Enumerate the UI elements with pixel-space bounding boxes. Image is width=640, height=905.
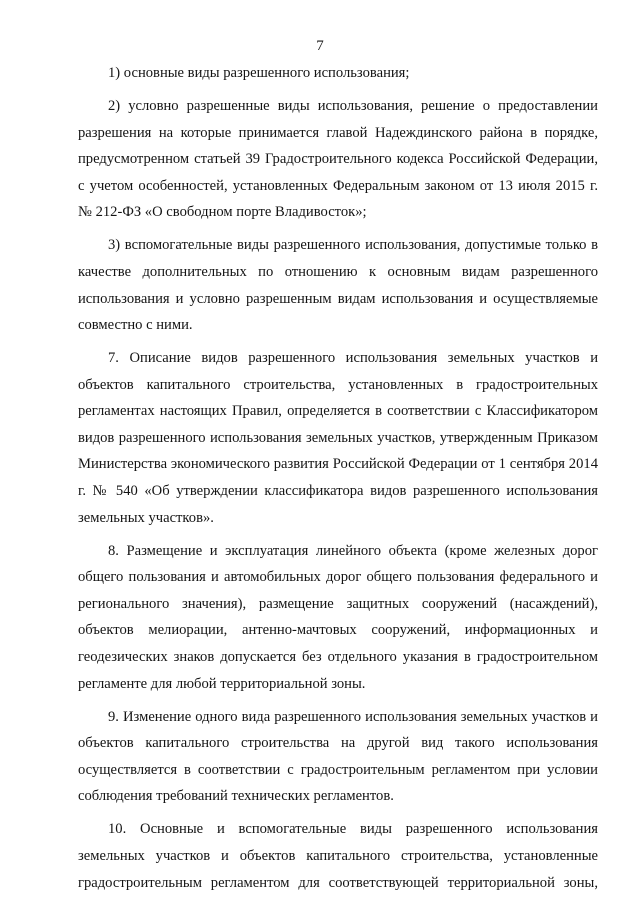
clause-7: 7. Описание видов разрешенного использования земельных участков и объектов капитального строительства, установленных в градостроительных регламентах настоящих Правил, определяется в соответствии с Классификатором видов разрешенного использования земельных участков, утвержденным Приказом Министерства экономического развития Российской Федерации от 1 сентября 2014 г. № 540 «Об утверждении классификатора видов разрешенного использования земельных участков». xyxy=(78,350,598,526)
document-body xyxy=(78,60,598,896)
list-item-conditional-uses: 2) условно разрешенные виды использования, решение о предоставлении разрешения на которые принимается главой Надеждинского района в порядке, предусмотренном статьей 39 Градостроительного кодекса Российской Федерации, с учетом особенностей, установленных Федеральным законом от 13 июля 2015 г. № 212-ФЗ «О свободном порте Владивосток»; xyxy=(78,97,598,221)
list-item-main-uses: 1) основные виды разрешенного использования; xyxy=(108,65,410,81)
page-number: 7 xyxy=(316,38,324,54)
list-item-auxiliary-uses: 3) вспомогательные виды разрешенного использования, допустимые только в качестве дополнительных по отношению к основным видам разрешенного использования и условно разрешенным видам использования и осуществляемые совместно с ними. xyxy=(78,237,598,334)
clause-10: 10. Основные и вспомогательные виды разрешенного использования земельных участков и объектов капитального строительства, установленные градостроительным регламентом для соответствующей территориальной зоны, xyxy=(78,821,598,891)
clause-8: 8. Размещение и эксплуатация линейного объекта (кроме железных дорог общего пользования и автомобильных дорог общего пользования федерального и регионального значения), размещение защитных сооружений (насаждений), объектов мелиорации, антенно-мачтовых сооружений, информационных и геодезических знаков допускается без отдельного указания в градостроительном регламенте для любой территориальной зоны. xyxy=(78,542,598,692)
clause-9: 9. Изменение одного вида разрешенного использования земельных участков и объектов капитального строительства на другой вид такого использования осуществляется в соответствии с градостроительным регламентом при условии соблюдения требований технических регламентов. xyxy=(78,708,598,805)
